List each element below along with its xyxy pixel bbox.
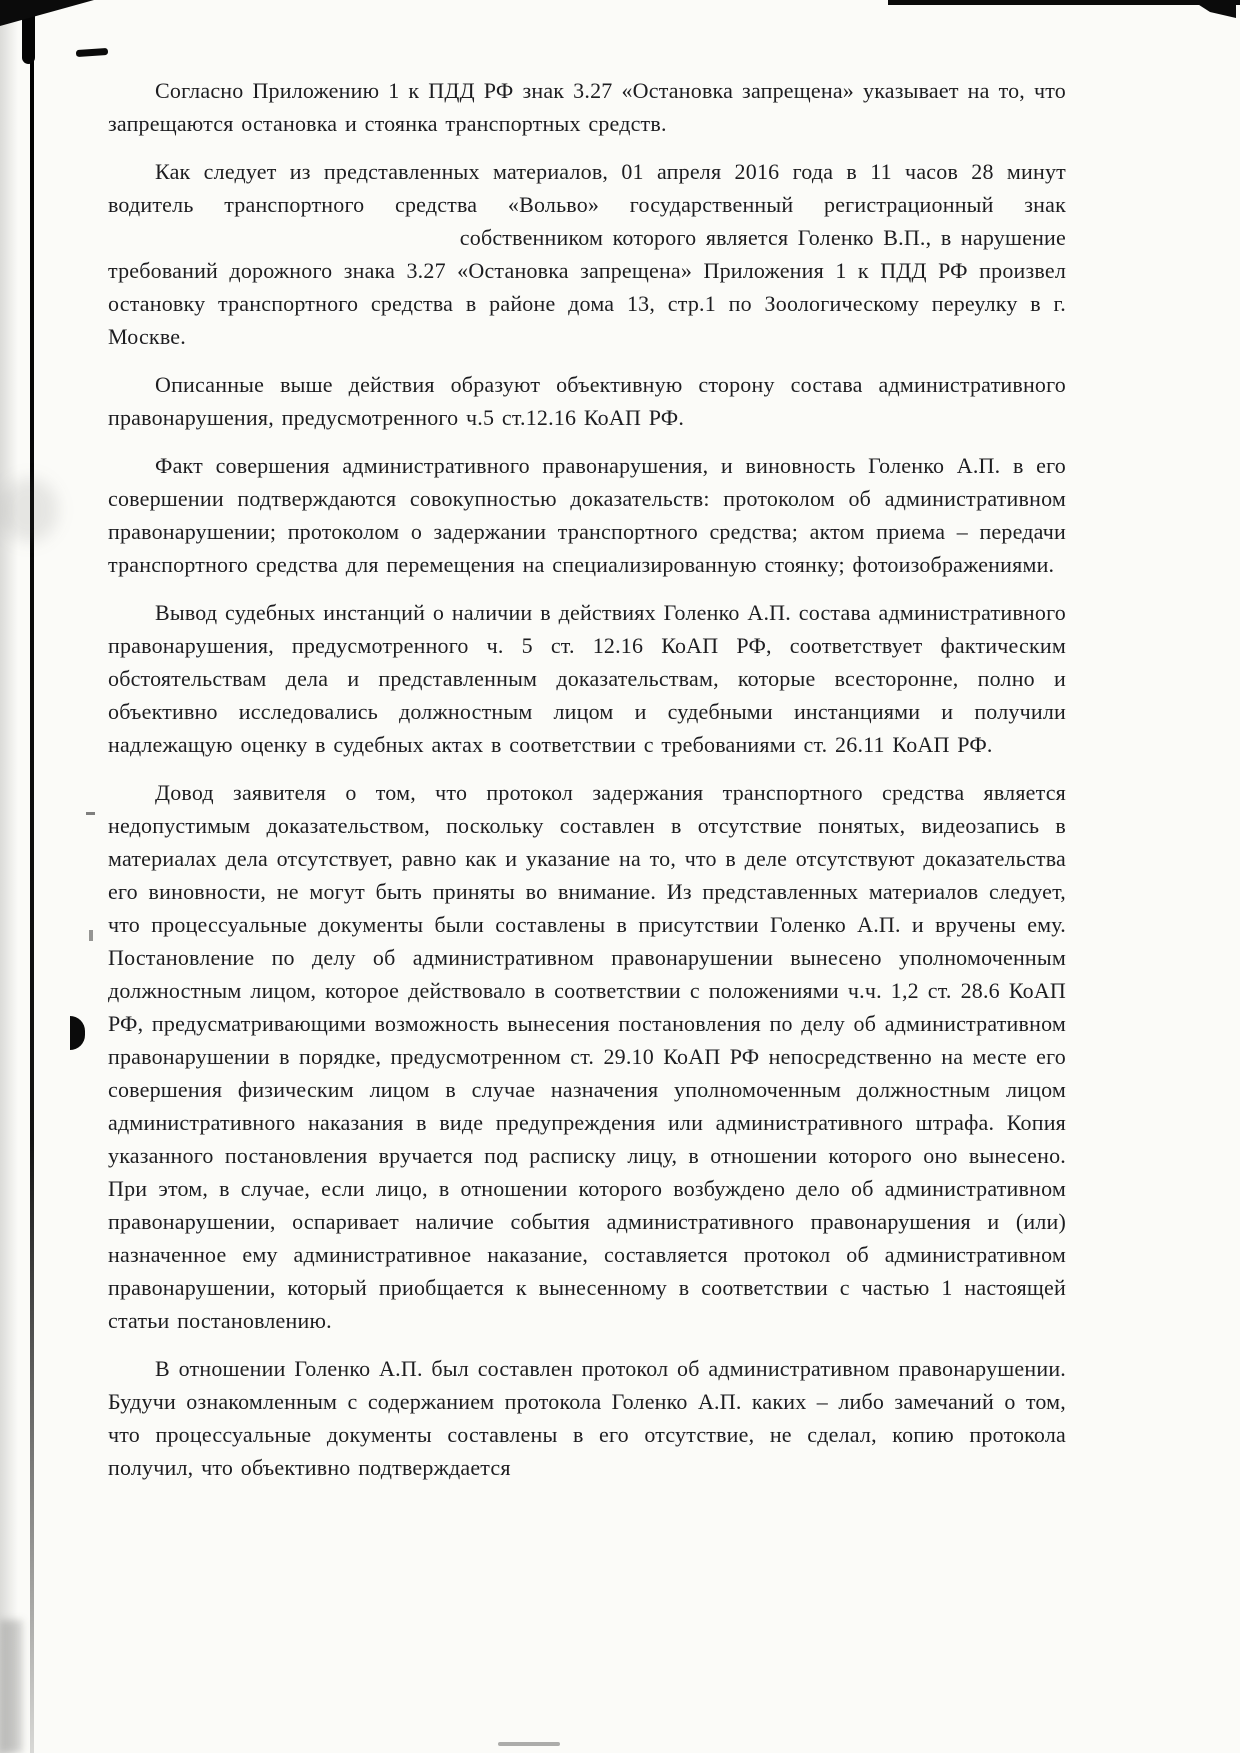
paragraph-facts-of-violation: Как следует из представленных материалов, 01 апреля 2016 года в 11 часов 28 минут водитель транспортного средства «Вольво» государственный регистрационный знак собственником которого является Голенко В.П., в нарушение требований дорожного знака 3.27 «Остановка запрещена» Приложения 1 к ПДД РФ произвел остановку транспортного средства в районе дома 13, стр.1 по Зоологическому переулку в г. Москве. [108, 159, 1066, 349]
paragraph-protocol-drawn-up: В отношении Голенко А.П. был составлен протокол об административном правонарушении. Будучи ознакомленным с содержанием протокола Голенко А.П. каких – либо замечаний о том, что процессуальные документы составлены в его отсутствие, не сделал, копию протокола получил, что объективно подтверждается [108, 1356, 1066, 1480]
paper-smudge [0, 478, 58, 542]
top-right-edge-line [888, 0, 1240, 5]
paragraph-courts-conclusion: Вывод судебных инстанций о наличии в действиях Голенко А.П. состава административного правонарушения, предусмотренного ч. 5 ст. 12.16 КоАП РФ, соответствует фактическим обстоятельствам дела и представленным доказательствам, которые всесторонне, полно и объективно исследовались должностным лицом и судебными инстанциями и получили надлежащую оценку в судебных актах в соответствии с требованиями ст. 26.11 КоАП РФ. [108, 600, 1066, 757]
document-body [108, 74, 1066, 1499]
top-right-corner-mark [1196, 3, 1236, 18]
paragraph-applicant-argument: Довод заявителя о том, что протокол задержания транспортного средства является недопустимым доказательством, поскольку составлен в отсутствие понятых, видеозапись в материалах дела отсутствует, равно как и указание на то, что в деле отсутствуют доказательства его виновности, не могут быть приняты во внимание. Из представленных материалов следует, что процессуальные документы были составлены в присутствии Голенко А.П. и вручены ему. Постановление по делу об административном правонарушении вынесено уполномоченным должностным лицом, которое действовало в соответствии с положениями ч.ч. 1,2 ст. 28.6 КоАП РФ, предусматривающими возможность вынесения постановления по делу об административном правонарушении в порядке, предусмотренном ст. 29.10 КоАП РФ непосредственно на месте его совершения физическим лицом в случае назначения уполномоченным должностным лицом административного наказания в виде предупреждения или административного штрафа. Копия указанного постановления вручается под расписку лицу, в отношении которого оно вынесено. При этом, в случае, если лицо, в отношении которого возбуждено дело об административном правонарушении, оспаривает наличие события административного правонарушения и (или) назначенное ему административное наказание, составляется протокол об административном правонарушении, который приобщается к вынесенному в соответствии с частью 1 настоящей статьи постановлению. [108, 780, 1066, 1333]
paragraph-evidence-list: Факт совершения административного правонарушения, и виновность Голенко А.П. в его совершении подтверждаются совокупностью доказательств: протоколом об административном правонарушении; протоколом о задержании транспортного средства; актом приема – передачи транспортного средства для перемещения на специализированную стоянку; фотоизображениями. [108, 453, 1066, 577]
left-edge-shadow [0, 0, 18, 1753]
bottom-left-edge-shadow [0, 1620, 22, 1753]
handwritten-dash-mark [76, 48, 108, 57]
left-margin-bracket-mark [70, 1016, 85, 1050]
bottom-edge-mark [498, 1742, 560, 1746]
margin-tick-mark-2 [89, 930, 93, 941]
left-edge-binding-line [30, 0, 34, 1753]
margin-tick-mark [86, 812, 95, 815]
paragraph-pdd-sign-327: Согласно Приложению 1 к ПДД РФ знак 3.27 «Остановка запрещена» указывает на то, что запрещаются остановка и стоянка транспортных средств. [108, 78, 1066, 136]
paragraph-objective-side: Описанные выше действия образуют объективную сторону состава административного правонарушения, предусмотренного ч.5 ст.12.16 КоАП РФ. [108, 372, 1066, 430]
